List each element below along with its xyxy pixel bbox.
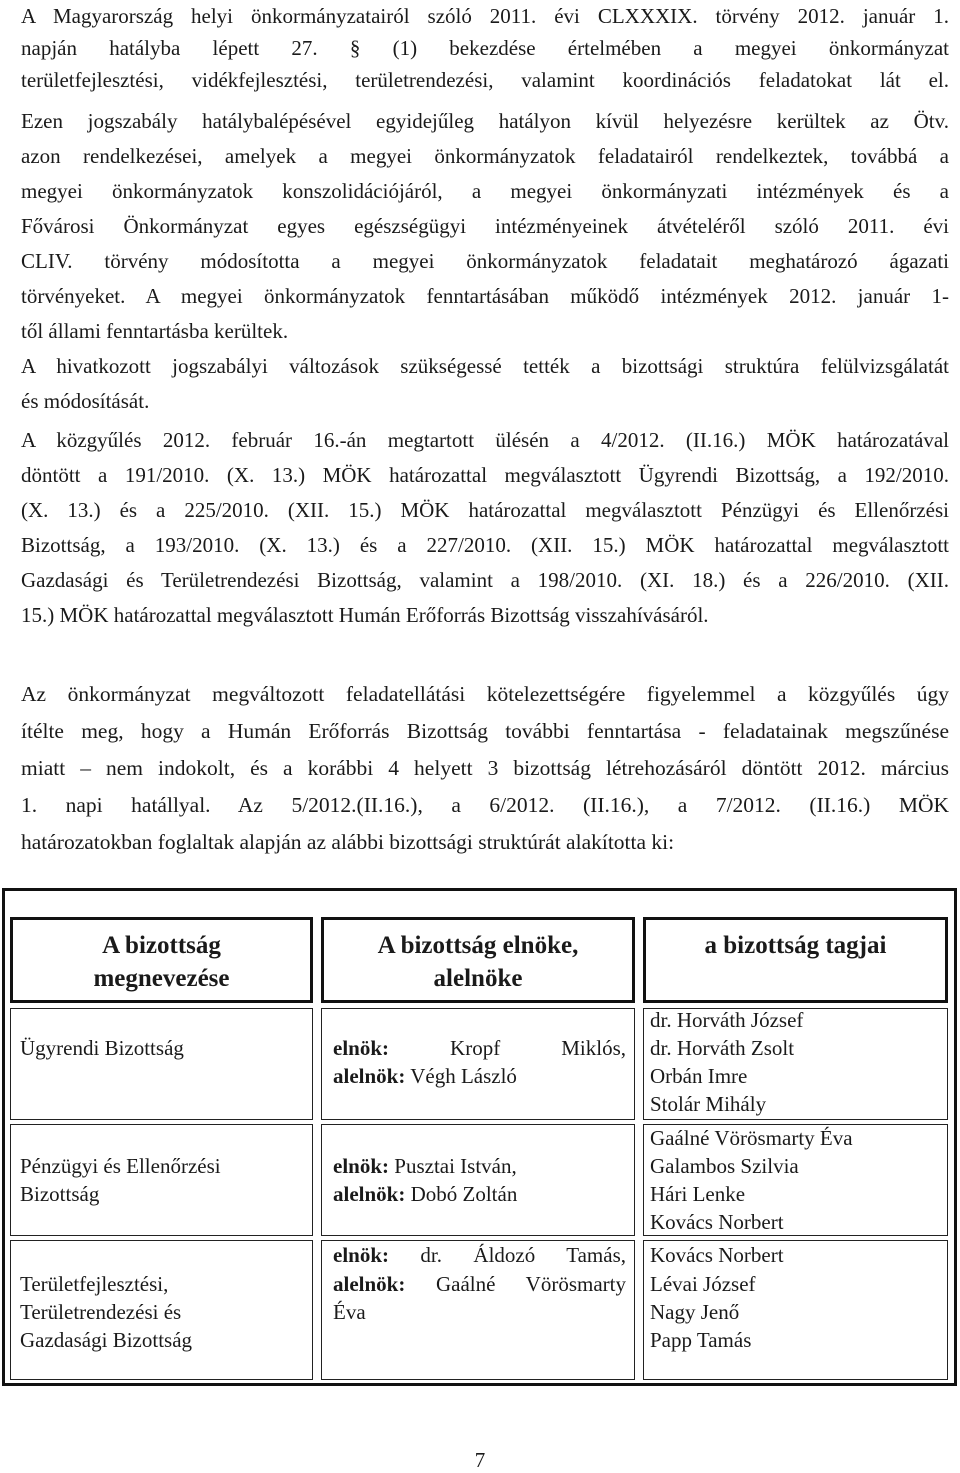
row-1-member-1: dr. Horváth József bbox=[650, 1008, 804, 1032]
row-2-vice-label: alelnök: bbox=[333, 1182, 406, 1206]
row-1-name-cell bbox=[10, 1008, 313, 1120]
row-3-vice: Gaálné Vörösmarty bbox=[435, 1272, 626, 1296]
header-chair-line-1: A bizottság elnöke, bbox=[377, 932, 579, 959]
paragraph-4-line-5: határozatokban foglaltak alapján az alábbi bizottsági struktúrát alakította ki: bbox=[21, 830, 675, 854]
row-1-chair-line bbox=[333, 1034, 626, 1063]
paragraph-3-line-6: 15.) MÖK határozattal megválasztott Humán Erőforrás Bizottság visszahívásáról. bbox=[21, 603, 709, 627]
row-3-name-line-2: Területrendezési és bbox=[20, 1300, 182, 1324]
paragraph-1-line-8: CLIV. törvény módosította a megyei önkormányzatok feladatait meghatározó ágazati bbox=[21, 249, 949, 273]
row-2-member-1: Gaálné Vörösmarty Éva bbox=[650, 1126, 853, 1150]
paragraph-1-line-5: azon rendelkezései, amelyek a megyei önkormányzatok feladatairól rendelkeztek, továbbá a bbox=[21, 144, 949, 168]
row-3-vice-cont: Éva bbox=[333, 1300, 366, 1324]
paragraph-4-line-3: miatt – nem indokolt, és a korábbi 4 helyett 3 bizottság létrehozásáról döntött 2012. március bbox=[21, 756, 949, 780]
paragraph-1-line-3: területfejlesztési, vidékfejlesztési, területrendezési, valamint koordinációs feladatokat lát el. bbox=[21, 68, 949, 92]
paragraph-4-line-2: ítélte meg, hogy a Humán Erőforrás Bizottság további fenntartása - feladatainak megszűnése bbox=[21, 719, 949, 743]
paragraph-1-line-2: napján hatályba lépett 27. § (1) bekezdése értelmében a megyei önkormányzat bbox=[21, 36, 949, 60]
row-3-member-2: Lévai József bbox=[650, 1272, 756, 1296]
paragraph-3-line-5: Gazdasági és Területrendezési Bizottság, valamint a 198/2010. (XI. 18.) és a 226/2010. (XII. bbox=[21, 568, 949, 592]
header-cell-chair bbox=[321, 917, 635, 1003]
paragraph-3-line-2: döntött a 191/2010. (X. 13.) MÖK határozattal megválasztott Ügyrendi Bizottság, a 192/2010. bbox=[21, 463, 949, 487]
row-1-chair: Kropf Miklós, bbox=[450, 1036, 626, 1060]
row-1-name: Ügyrendi Bizottság bbox=[20, 1036, 184, 1060]
paragraph-1-line-10: től állami fenntartásba kerültek. bbox=[21, 319, 289, 343]
header-chair-line-2: alelnöke bbox=[433, 965, 523, 992]
row-1-vice-label: alelnök: bbox=[333, 1064, 406, 1088]
paragraph-1-line-9: törvényeket. A megyei önkormányzatok fenntartásában működő intézmények 2012. január 1- bbox=[21, 284, 949, 308]
row-1-member-3: Orbán Imre bbox=[650, 1064, 748, 1088]
row-1-vice: Végh László bbox=[410, 1064, 517, 1088]
row-1-member-4: Stolár Mihály bbox=[650, 1092, 767, 1116]
row-2-vice: Dobó Zoltán bbox=[410, 1182, 518, 1206]
row-3-name-line-3: Gazdasági Bizottság bbox=[20, 1328, 193, 1352]
paragraph-4-line-1: Az önkormányzat megváltozott feladatellátási kötelezettségére figyelemmel a közgyűlés úgy bbox=[21, 682, 949, 706]
header-cell-name bbox=[10, 917, 313, 1003]
paragraph-1-line-4: Ezen jogszabály hatálybalépésével egyidejűleg hatályon kívül helyezésre kerültek az Ötv. bbox=[21, 109, 949, 133]
row-3-vice-line bbox=[333, 1270, 626, 1299]
row-2-member-4: Kovács Norbert bbox=[650, 1210, 784, 1234]
row-2-vice-line bbox=[333, 1180, 517, 1209]
row-1-chair-label: elnök: bbox=[333, 1036, 390, 1060]
row-3-member-4: Papp Tamás bbox=[650, 1328, 752, 1352]
row-2-name-line-2: Bizottság bbox=[20, 1182, 100, 1206]
paragraph-3-line-4: Bizottság, a 193/2010. (X. 13.) és a 227/2010. (XII. 15.) MÖK határozattal megválasztott bbox=[21, 533, 949, 557]
header-name-line-2: megnevezése bbox=[93, 965, 230, 992]
row-1-vice-line bbox=[333, 1062, 517, 1091]
paragraph-1-line-7: Fővárosi Önkormányzat egyes egészségügyi intézményeinek átvételéről szóló 2011. évi bbox=[21, 214, 949, 238]
header-cell-members bbox=[643, 917, 948, 1003]
row-2-member-3: Hári Lenke bbox=[650, 1182, 746, 1206]
header-members-line-1: a bizottság tagjai bbox=[704, 932, 887, 959]
paragraph-1-line-6: megyei önkormányzatok konszolidációjáról, a megyei önkormányzati intézmények és a bbox=[21, 179, 949, 203]
row-2-chair: Pusztai István, bbox=[394, 1154, 517, 1178]
row-3-chair: dr. Áldozó Tamás, bbox=[420, 1243, 626, 1267]
row-2-member-2: Galambos Szilvia bbox=[650, 1154, 799, 1178]
paragraph-2-line-1: A hivatkozott jogszabályi változások szükségessé tették a bizottsági struktúra felülvizsgálatát bbox=[21, 354, 949, 378]
paragraph-3-line-3: (X. 13.) és a 225/2010. (XII. 15.) MÖK határozattal megválasztott Pénzügyi és Ellenőrzési bbox=[21, 498, 949, 522]
row-3-member-1: Kovács Norbert bbox=[650, 1243, 784, 1267]
row-3-chair-line bbox=[333, 1241, 626, 1270]
row-3-vice-label: alelnök: bbox=[333, 1272, 406, 1296]
row-3-chair-label: elnök: bbox=[333, 1243, 390, 1267]
row-3-member-3: Nagy Jenő bbox=[650, 1300, 740, 1324]
row-2-name-line-1: Pénzügyi és Ellenőrzési bbox=[20, 1154, 221, 1178]
row-2-chair-line bbox=[333, 1152, 517, 1181]
row-3-name-line-1: Területfejlesztési, bbox=[20, 1272, 169, 1296]
row-1-member-2: dr. Horváth Zsolt bbox=[650, 1036, 795, 1060]
paragraph-1-line-1: A Magyarország helyi önkormányzatairól szóló 2011. évi CLXXXIX. törvény 2012. január 1. bbox=[21, 4, 949, 28]
header-name-line-1: A bizottság bbox=[102, 932, 221, 959]
paragraph-3-line-1: A közgyűlés 2012. február 16.-án megtartott ülésén a 4/2012. (II.16.) MÖK határozatával bbox=[21, 428, 949, 452]
row-2-chair-label: elnök: bbox=[333, 1154, 390, 1178]
page-number: 7 bbox=[474, 1448, 486, 1472]
paragraph-2-line-2: és módosítását. bbox=[21, 389, 150, 413]
paragraph-4-line-4: 1. napi hatállyal. Az 5/2012.(II.16.), a 6/2012. (II.16.), a 7/2012. (II.16.) MÖK bbox=[21, 793, 949, 817]
